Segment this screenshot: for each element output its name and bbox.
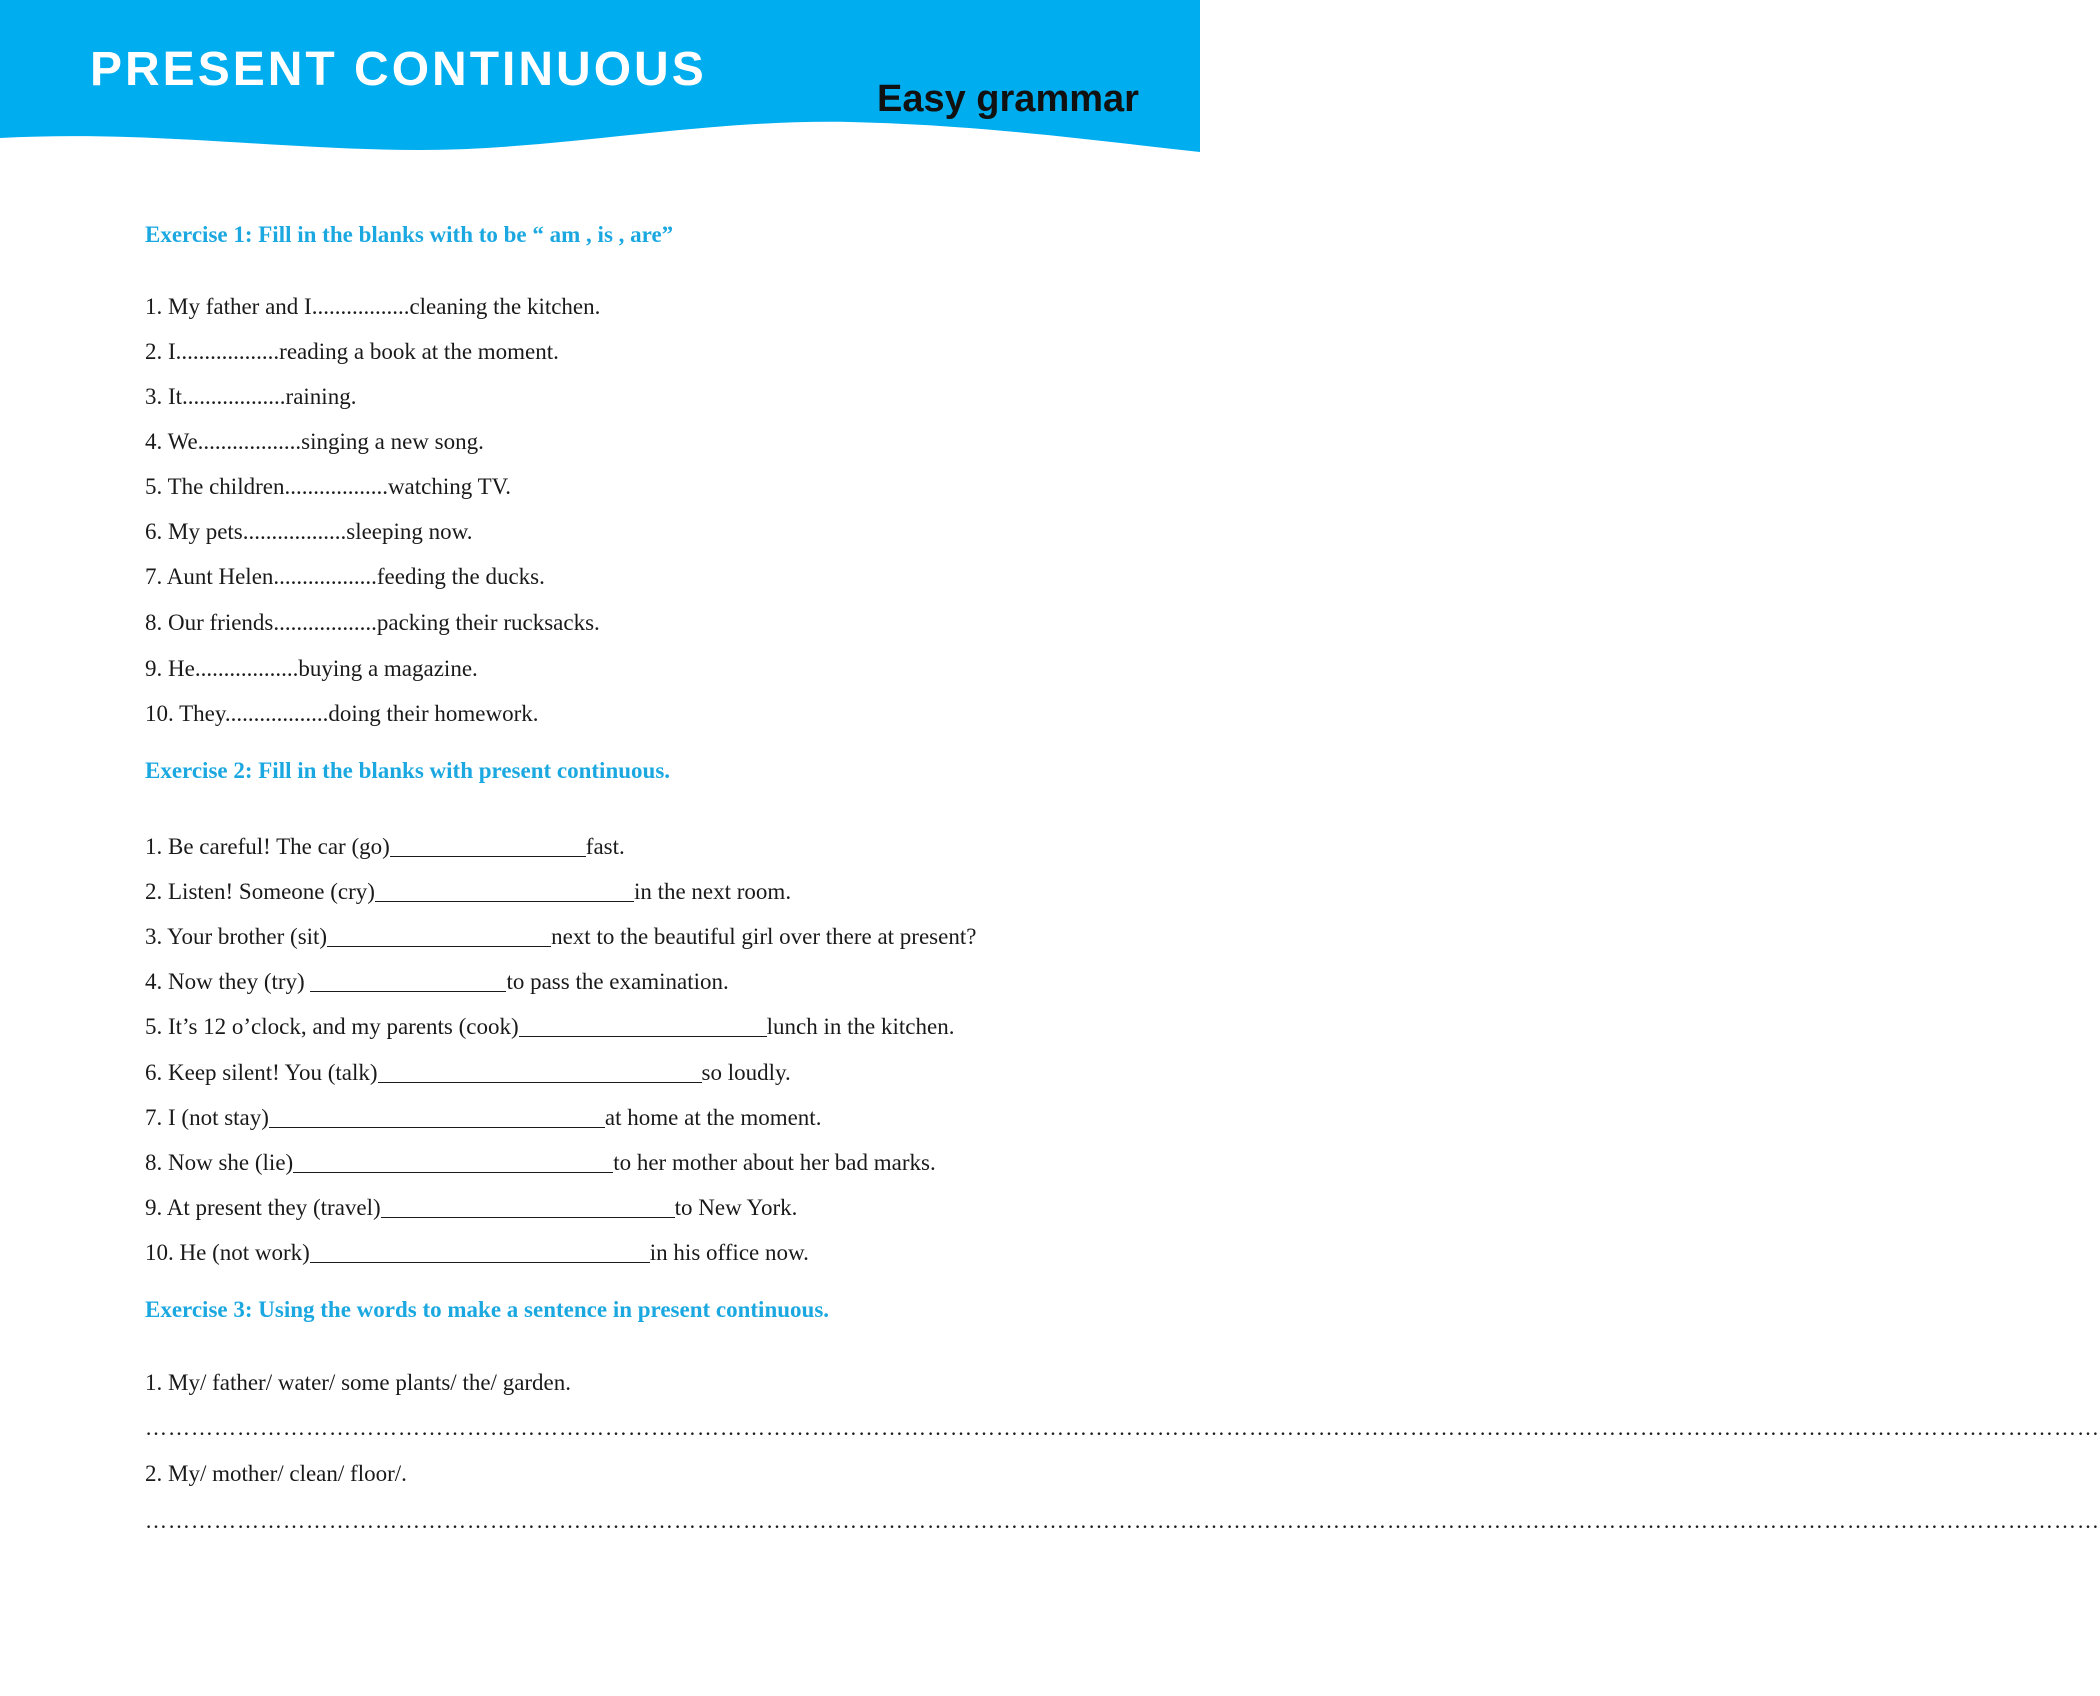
exercise-2-item-prompt: 4. Now they (try) — [145, 969, 311, 994]
exercise-2-item-rest: fast. — [585, 834, 625, 859]
exercise-3-answer-line: ………………………………………………………………………………………………………………………………………………………………………………………………………………………………… — [145, 1415, 2100, 1440]
answer-blank — [381, 1194, 675, 1218]
exercise-2-item — [145, 923, 976, 950]
exercise-2-item-prompt: 6. Keep silent! You (talk) — [145, 1060, 378, 1085]
exercise-2-item — [145, 968, 729, 995]
exercise-3-heading: Exercise 3: Using the words to make a sentence in present continuous. — [145, 1297, 830, 1322]
exercise-2-item-prompt: 1. Be careful! The car (go) — [145, 834, 390, 859]
exercise-2-item-rest: at home at the moment. — [604, 1105, 822, 1130]
exercise-2-item-rest: next to the beautiful girl over there at present? — [551, 924, 977, 949]
exercise-2-item — [145, 1149, 936, 1176]
exercise-2-item-rest: lunch in the kitchen. — [766, 1014, 955, 1039]
answer-blank — [293, 1149, 613, 1173]
exercise-2-item-rest: to New York. — [674, 1195, 798, 1220]
answer-blank — [269, 1104, 605, 1128]
answer-blank — [378, 1059, 702, 1083]
exercise-2-item-prompt: 5. It’s 12 o’clock, and my parents (cook) — [145, 1014, 519, 1039]
exercise-1-item: 6. My pets..................sleeping now. — [145, 519, 473, 544]
exercise-2-item-rest: to her mother about her bad marks. — [613, 1150, 936, 1175]
exercise-1-item: 10. They..................doing their homework. — [145, 701, 539, 726]
exercise-3-answer-line: ………………………………………………………………………………………………………………………………………………………………………………………………………………………………… — [145, 1508, 2100, 1533]
exercise-2-item — [145, 833, 625, 860]
exercise-3-prompt: 2. My/ mother/ clean/ floor/. — [145, 1461, 407, 1486]
answer-blank — [519, 1013, 767, 1037]
page-subtitle: Easy grammar — [877, 78, 1139, 120]
exercise-2-item-rest: so loudly. — [701, 1060, 791, 1085]
answer-blank — [310, 1239, 650, 1263]
exercise-2-item-prompt: 10. He (not work) — [145, 1240, 310, 1265]
exercise-2-item-prompt: 9. At present they (travel) — [145, 1195, 381, 1220]
exercise-1-item: 1. My father and I.................cleaning the kitchen. — [145, 294, 601, 319]
exercise-2-item-prompt: 2. Listen! Someone (cry) — [145, 879, 375, 904]
exercise-2-item-prompt: 8. Now she (lie) — [145, 1150, 294, 1175]
exercise-1-item: 8. Our friends..................packing their rucksacks. — [145, 610, 600, 635]
exercise-2-item — [145, 1194, 797, 1221]
exercise-2-item — [145, 1239, 809, 1266]
answer-blank — [327, 923, 551, 947]
exercise-1-item: 9. He..................buying a magazine. — [145, 656, 478, 681]
exercise-2-item — [145, 878, 791, 905]
exercise-1-item: 3. It..................raining. — [145, 384, 357, 409]
exercise-3-prompt: 1. My/ father/ water/ some plants/ the/ garden. — [145, 1370, 572, 1395]
exercise-2-item-rest: to pass the examination. — [506, 969, 729, 994]
exercise-2-item — [145, 1104, 821, 1131]
header-banner — [0, 0, 1200, 170]
exercise-1-item: 4. We..................singing a new song. — [145, 429, 484, 454]
exercise-1-item: 7. Aunt Helen..................feeding the ducks. — [145, 564, 545, 589]
exercise-2-item-prompt: 3. Your brother (sit) — [145, 924, 328, 949]
page-title: PRESENT CONTINUOUS — [90, 43, 707, 96]
answer-blank — [390, 833, 586, 857]
exercise-1-item: 2. I..................reading a book at the moment. — [145, 339, 559, 364]
answer-blank — [310, 968, 506, 992]
exercise-2-heading: Exercise 2: Fill in the blanks with present continuous. — [145, 758, 671, 783]
exercise-2-item-rest: in the next room. — [633, 879, 792, 904]
exercise-1-heading: Exercise 1: Fill in the blanks with to be “ am , is , are” — [145, 222, 674, 247]
exercise-2-item-prompt: 7. I (not stay) — [145, 1105, 269, 1130]
exercise-2-item — [145, 1013, 954, 1040]
exercise-2-item — [145, 1059, 791, 1086]
answer-blank — [375, 878, 634, 902]
exercise-1-item: 5. The children..................watching TV. — [145, 474, 512, 499]
exercise-2-item-rest: in his office now. — [649, 1240, 809, 1265]
